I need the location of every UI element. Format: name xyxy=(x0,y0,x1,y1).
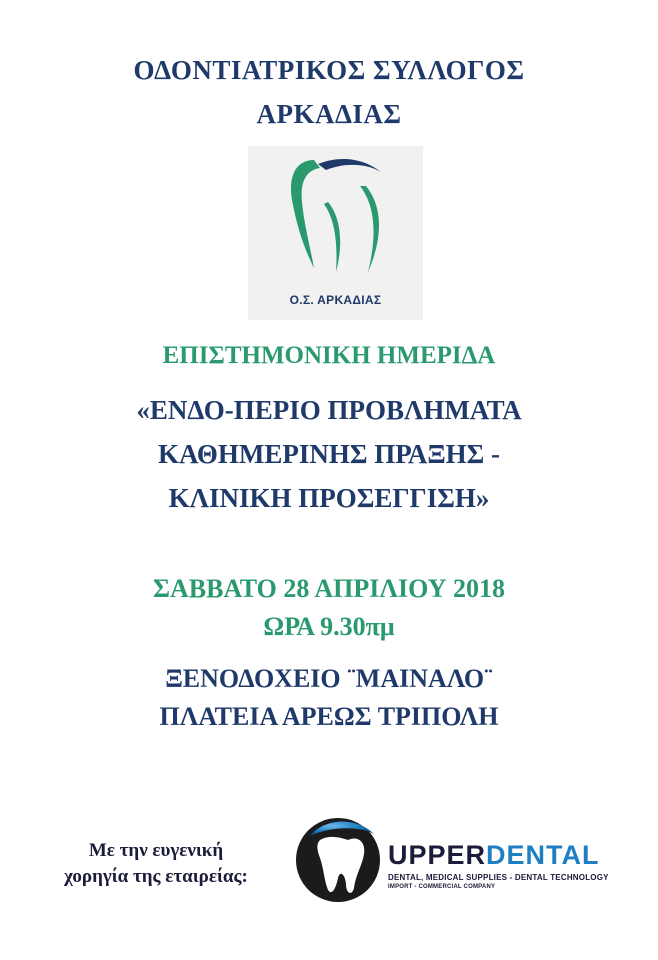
sponsor-text-line2: χορηγία της εταιρείας: xyxy=(64,866,248,887)
tooth-globe-icon xyxy=(290,810,386,906)
venue-address: ΠΛΑΤΕΙΑ ΑΡΕΩΣ ΤΡΙΠΟΛΗ xyxy=(159,702,499,731)
event-title-line3: ΚΛΙΝΙΚΗ ΠΡΟΣΕΓΓΙΣΗ» xyxy=(168,483,490,513)
sponsor-brand xyxy=(388,840,600,871)
event-time: ΩΡΑ 9.30πμ xyxy=(263,612,395,641)
association-logo xyxy=(248,146,423,320)
event-title-line2: ΚΑΘΗΜΕΡΙΝΗΣ ΠΡΑΞΗΣ - xyxy=(157,439,501,469)
sponsor-brand-dental: DENTAL xyxy=(486,840,600,870)
event-datetime xyxy=(0,570,658,646)
logo-caption: Ο.Σ. ΑΡΚΑΔΙΑΣ xyxy=(289,293,382,307)
sponsor-text-line1: Με την ευγενική xyxy=(88,840,224,861)
association-title-line1: ΟΔΟΝΤΙΑΤΡΙΚΟΣ ΣΥΛΛΟΓΟΣ xyxy=(133,55,525,85)
association-title xyxy=(0,48,658,136)
sponsor-brand-upper: UPPER xyxy=(388,840,487,870)
event-venue xyxy=(0,660,658,736)
association-title-line2: ΑΡΚΑΔΙΑΣ xyxy=(256,99,402,129)
venue-hotel: ΞΕΝΟΔΟΧΕΙΟ ¨ΜΑΙΝΑΛΟ¨ xyxy=(165,664,493,693)
event-title-line1: «ΕΝΔΟ-ΠΕΡΙΟ ΠΡΟΒΛΗΜΑΤΑ xyxy=(136,395,522,425)
event-title xyxy=(0,388,658,520)
sponsor-tagline: DENTAL, MEDICAL SUPPLIES - DENTAL TECHNOLOGY xyxy=(388,873,609,882)
event-date: ΣΑΒΒΑΤΟ 28 ΑΠΡΙΛΙΟΥ 2018 xyxy=(153,574,505,603)
sponsor-tagline-secondary: IMPORT - COMMERCIAL COMPANY xyxy=(388,884,496,890)
event-type: ΕΠΙΣΤΗΜΟΝΙΚΗ ΗΜΕΡΙΔΑ xyxy=(162,342,496,369)
sponsor-text xyxy=(40,838,272,890)
